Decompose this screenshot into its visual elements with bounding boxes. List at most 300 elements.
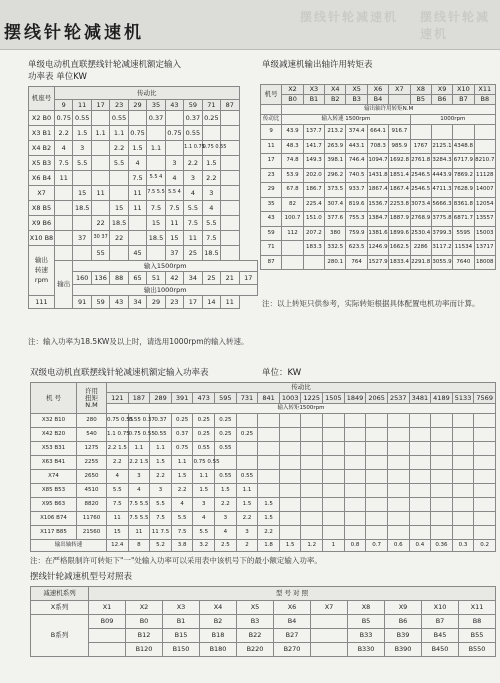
ratio-label: 传动比 (261, 115, 282, 125)
power-cell (366, 414, 388, 428)
torque-cell: 213.2 (325, 125, 346, 140)
power-cell (344, 526, 366, 540)
model-cell: X10 (422, 601, 459, 615)
power-cell: 4 (55, 141, 73, 156)
power-cell (279, 442, 301, 456)
power-cell: 4 (184, 186, 202, 201)
power-cell: 15 (73, 186, 91, 201)
ratio-header: 731 (236, 393, 258, 404)
torque-cell (303, 255, 324, 270)
power-cell (110, 186, 128, 201)
model-x-header: X10 (453, 85, 474, 95)
output-speed-cell: 5.2 (150, 540, 172, 552)
power-cell: 0.25 (202, 111, 220, 126)
torque-cell: 398.1 (325, 154, 346, 169)
column-header-torque (77, 383, 107, 414)
power-cell (474, 442, 496, 456)
column-header-model: 机号 (261, 85, 282, 105)
t3-caption: 双级电动机直联摆线针轮减速机额定输入功率表 (30, 368, 209, 378)
model-cell: B450 (422, 643, 459, 657)
torque-cell: 5666.3 (431, 197, 452, 212)
power-cell: 0.75 0.55 (202, 141, 220, 156)
torque-cell (453, 125, 474, 140)
power-cell: 0.25 (236, 428, 258, 442)
power-cell: 22 (91, 216, 109, 231)
torque-cell: 3284.3 (431, 154, 452, 169)
torque-cell: 141.7 (303, 139, 324, 154)
power-cell: 1.5 (258, 512, 280, 526)
torque-cell: 18008 (474, 255, 495, 270)
power-cell: 15 (147, 216, 165, 231)
torque-cell: 3117.2 (431, 241, 452, 256)
power-cell: 0.55 0.37 (128, 414, 150, 428)
model-cell: B45 (422, 629, 459, 643)
power-cell: 0.55 (236, 470, 258, 484)
ratio-header: 2537 (387, 393, 409, 404)
table-row (29, 261, 258, 272)
torque-cell: 183.3 (303, 241, 324, 256)
torque-cell: 1431.8 (367, 168, 388, 183)
power-cell (452, 470, 474, 484)
power-cell (452, 498, 474, 512)
model-cell: X53 B31 (31, 442, 77, 456)
power-cell: 37 (165, 246, 183, 261)
model-cell: B33 (348, 629, 385, 643)
torque-cell: 2125.1 (431, 139, 452, 154)
model-b-header: B3 (346, 95, 367, 105)
model-cell: B220 (237, 643, 274, 657)
power-cell (221, 126, 239, 141)
model-b-header: B4 (367, 95, 388, 105)
model-cell: B15 (163, 629, 200, 643)
power-cell (128, 111, 146, 126)
input-speed-1500: 1500rpm (345, 116, 371, 122)
power-cell: 0.55 (215, 442, 237, 456)
model-cell: B1 (163, 615, 200, 629)
power-cell (409, 414, 431, 428)
power-cell (323, 484, 345, 498)
power-cell: 3 (236, 526, 258, 540)
power-cell (431, 512, 453, 526)
power-cell (409, 484, 431, 498)
power-cell: 5.5 (202, 216, 220, 231)
ratio-cell: 59 (261, 226, 282, 241)
torque-cell: 4510 (77, 484, 107, 498)
model-cell: B390 (385, 643, 422, 657)
model-cell: X1 (89, 601, 126, 615)
ratio-cell: 35 (261, 197, 282, 212)
torque-cell: 374.4 (346, 125, 367, 140)
power-cell (279, 456, 301, 470)
power-cell (221, 231, 239, 246)
torque-cell: 21560 (77, 526, 107, 540)
model-x-header: X4 (325, 85, 346, 95)
input-speed-label: 输出1000rpm (73, 285, 258, 296)
power-cell: 7.5 (55, 156, 73, 171)
torque-cell: 202.0 (303, 168, 324, 183)
table-row (31, 512, 496, 526)
output-speed-cell: 25 (202, 272, 220, 285)
power-cell (344, 414, 366, 428)
power-cell (409, 456, 431, 470)
power-cell: 11 (107, 512, 129, 526)
power-cell (301, 470, 323, 484)
power-cell (279, 498, 301, 512)
model-cell (311, 629, 348, 643)
power-cell: 5.5 (110, 156, 128, 171)
power-cell: 11 (128, 186, 146, 201)
power-cell (165, 111, 183, 126)
torque-cell: 740.5 (346, 168, 367, 183)
output-speed-cell: 0.4 (409, 540, 431, 552)
output-speed-cell: 43 (110, 296, 128, 309)
ratio-header: 59 (184, 100, 202, 111)
power-cell: 0.37 (147, 111, 165, 126)
output-speed-cell: 111 (29, 296, 55, 309)
torque-cell (474, 125, 495, 140)
power-cell (366, 428, 388, 442)
ghost-title-right: 摆线针轮减速机 (420, 10, 491, 41)
power-cell: 1.1 (128, 442, 150, 456)
power-cell: 1.5 (236, 498, 258, 512)
model-cell: B270 (274, 643, 311, 657)
ratio-cell: 87 (261, 255, 282, 270)
power-cell: 5.5 (107, 484, 129, 498)
output-speed-cell: 11 (221, 296, 239, 309)
power-cell (387, 470, 409, 484)
torque-cell: 1867.4 (389, 183, 410, 198)
ratio-header: 9 (55, 100, 73, 111)
power-cell (431, 428, 453, 442)
power-cell (221, 186, 239, 201)
torque-cell: 373.5 (325, 183, 346, 198)
output-speed-cell: 8 (128, 540, 150, 552)
power-cell (110, 246, 128, 261)
power-cell (409, 428, 431, 442)
power-cell (452, 442, 474, 456)
output-speed-cell: 91 (73, 296, 91, 309)
torque-cell: 746.4 (346, 154, 367, 169)
torque-cell: 1536.7 (367, 197, 388, 212)
output-label-line: 输出 (35, 256, 48, 264)
torque-cell: 11128 (474, 168, 495, 183)
table-row (31, 498, 496, 512)
power-cell: 0.55 (184, 126, 202, 141)
model-cell: B4 (274, 615, 311, 629)
torque-cell: 307.4 (325, 197, 346, 212)
power-cell: 2.2 1.5 (128, 456, 150, 470)
table-row (31, 428, 496, 442)
input-speed-label: 输入转矩1500rpm (107, 404, 496, 414)
power-cell (474, 456, 496, 470)
model-b-header: B8 (474, 95, 495, 105)
power-cell: 2.2 (150, 470, 172, 484)
power-cell: 3 (128, 470, 150, 484)
power-cell: 4 (202, 201, 220, 216)
torque-cell: 4348.8 (453, 139, 474, 154)
power-cell: 7.5 (202, 231, 220, 246)
output-speed-cell: 17 (184, 296, 202, 309)
power-cell: 37 (73, 231, 91, 246)
power-cell (387, 526, 409, 540)
torque-cell: 100.7 (282, 212, 303, 227)
model-cell: X6 (274, 601, 311, 615)
output-speed-cell: 88 (110, 272, 128, 285)
torque-cell: 1246.9 (367, 241, 388, 256)
output-speed-cell: 1 (323, 540, 345, 552)
output-speed-cell: 51 (147, 272, 165, 285)
power-cell (452, 414, 474, 428)
model-cell: B2 (200, 615, 237, 629)
power-cell (258, 470, 280, 484)
model-x-header: X9 (431, 85, 452, 95)
output-speed-cell: 3.8 (171, 540, 193, 552)
table-row (31, 383, 496, 393)
torque-cell: 48.3 (282, 139, 303, 154)
power-cell (387, 456, 409, 470)
model-cell: X3 B1 (29, 126, 55, 141)
power-cell (323, 442, 345, 456)
ratio-header: 71 (202, 100, 220, 111)
power-cell (474, 470, 496, 484)
power-cell: 1.1 (91, 126, 109, 141)
power-cell (128, 231, 146, 246)
t4-caption: 摆线针轮减速机型号对照表 (30, 572, 133, 582)
power-cell (452, 484, 474, 498)
torque-cell: 332.5 (325, 241, 346, 256)
ratio-header: 1225 (301, 393, 323, 404)
power-cell (147, 126, 165, 141)
t1-caption-unit: 功率表 单位KW (28, 72, 87, 82)
column-header-compare: 型 号 对 照 (89, 587, 496, 601)
model-x-header: X7 (389, 85, 410, 95)
output-speed-cell: 0.6 (387, 540, 409, 552)
t1-caption: 单级电动机直联摆线针轮减速机额定输入 (28, 60, 182, 70)
output-speed-cell: 0.3 (452, 540, 474, 552)
power-cell (409, 442, 431, 456)
power-cell (323, 470, 345, 484)
power-cell: 0.55 (150, 428, 172, 442)
torque-cell: 985.9 (389, 139, 410, 154)
table-row (29, 246, 258, 261)
output-speed-cell: 29 (147, 296, 165, 309)
ratio-header: 289 (150, 393, 172, 404)
torque-header-line: 许用 (85, 386, 98, 395)
model-cell (311, 615, 348, 629)
power-cell (279, 470, 301, 484)
power-cell (323, 498, 345, 512)
torque-cell: 4711.3 (431, 183, 452, 198)
power-cell (431, 442, 453, 456)
table-row (29, 87, 258, 100)
table-row (31, 587, 496, 601)
table-row (29, 171, 258, 186)
power-cell (452, 512, 474, 526)
table-row (29, 156, 258, 171)
power-cell (301, 484, 323, 498)
input-speed-label: 输入转速 1500rpm (282, 115, 410, 125)
power-cell (431, 456, 453, 470)
power-cell: 11 (128, 526, 150, 540)
model-b-header: B0 (282, 95, 303, 105)
power-cell (236, 456, 258, 470)
table-row (261, 95, 496, 105)
output-speed-label: 输出轴转速 (31, 540, 107, 552)
power-cell (323, 456, 345, 470)
model-cell: X6 B4 (29, 171, 55, 186)
power-cell (221, 156, 239, 171)
model-cell: X5 (237, 601, 274, 615)
model-cell: B18 (200, 629, 237, 643)
power-cell: 18.5 (202, 246, 220, 261)
power-cell: 45 (128, 246, 146, 261)
power-cell (301, 456, 323, 470)
power-cell (387, 484, 409, 498)
power-cell: 18.5 (147, 231, 165, 246)
ratio-header: 391 (171, 393, 193, 404)
output-speed-cell: 2 (236, 540, 258, 552)
power-cell: 7.5 5.5 (128, 512, 150, 526)
power-cell: 4 (171, 498, 193, 512)
torque-cell: 443.1 (346, 139, 367, 154)
ratio-header: 23 (110, 100, 128, 111)
torque-cell: 3775.8 (431, 212, 452, 227)
torque-cell: 1275 (77, 442, 107, 456)
torque-cell: 8210.7 (474, 154, 495, 169)
torque-cell (431, 125, 452, 140)
power-cell: 1.1 (147, 141, 165, 156)
power-cell: 1.5 (150, 456, 172, 470)
model-cell: B180 (200, 643, 237, 657)
model-cell: X2 B0 (29, 111, 55, 126)
power-cell (91, 111, 109, 126)
power-cell: 0.25 (215, 428, 237, 442)
torque-unit-label: 输出轴许用转矩N.M (282, 105, 496, 115)
torque-cell: 11534 (453, 241, 474, 256)
power-cell (323, 512, 345, 526)
torque-cell: 296.2 (325, 168, 346, 183)
torque-cell (474, 139, 495, 154)
torque-cell: 151.0 (303, 212, 324, 227)
output-label-line: 转速 (35, 266, 48, 274)
power-cell: 3 (73, 141, 91, 156)
model-cell: X42 B20 (31, 428, 77, 442)
torque-cell: 623.5 (346, 241, 367, 256)
power-cell (323, 526, 345, 540)
torque-cell: 380 (325, 226, 346, 241)
output-speed-cell: 14 (202, 296, 220, 309)
page-title: 摆线针轮减速机 (4, 23, 144, 43)
model-cell: X32 B10 (31, 414, 77, 428)
torque-cell: 7640 (453, 255, 474, 270)
table-row (261, 183, 496, 198)
t1-note: 注：输入功率为18.5KW及以上时，请选用1000rpm的输入转速。 (28, 337, 249, 346)
torque-cell: 1662.5 (389, 241, 410, 256)
power-cell: 1.1 0.75 (184, 141, 202, 156)
power-cell (221, 216, 239, 231)
output-speed-cell: 136 (91, 272, 109, 285)
power-cell (366, 526, 388, 540)
column-header-ratio: 传动比 (107, 383, 496, 393)
torque-cell: 1899.6 (389, 226, 410, 241)
power-cell: 0.37 (184, 111, 202, 126)
power-cell: 15 (107, 526, 129, 540)
column-header-model: 机 号 (31, 383, 77, 414)
output-speed-cell: 3.2 (193, 540, 215, 552)
torque-cell: 2253.8 (389, 197, 410, 212)
torque-cell: 3055.9 (431, 255, 452, 270)
power-cell: 0.55 (110, 111, 128, 126)
torque-cell: 11760 (77, 512, 107, 526)
power-cell: 11 (91, 186, 109, 201)
power-cell: 5.5 4 (165, 186, 183, 201)
single-stage-power-table (28, 86, 258, 309)
power-cell (221, 111, 239, 126)
table-row (31, 615, 496, 629)
power-cell (431, 484, 453, 498)
table-row (261, 197, 496, 212)
torque-cell: 764 (346, 255, 367, 270)
series-b-label: B系列 (31, 615, 89, 657)
model-cell: X106 B74 (31, 512, 77, 526)
power-cell (366, 484, 388, 498)
power-cell: 2.2 (215, 498, 237, 512)
power-cell: 7.5 (128, 171, 146, 186)
power-cell: 5.5 (171, 512, 193, 526)
t2-caption: 单级减速机输出轴许用转矩表 (262, 60, 373, 70)
power-cell (258, 442, 280, 456)
torque-cell: 1767 (410, 139, 431, 154)
power-cell: 0.25 (193, 428, 215, 442)
ratio-cell: 11 (261, 139, 282, 154)
power-cell (55, 231, 73, 246)
output-speed-cell: 0.36 (431, 540, 453, 552)
torque-cell: 708.3 (367, 139, 388, 154)
output-speed-cell: 0.7 (366, 540, 388, 552)
model-cell: X11 (459, 601, 496, 615)
table-row (29, 141, 258, 156)
power-cell (474, 512, 496, 526)
power-cell: 1.5 (215, 484, 237, 498)
torque-cell: 12054 (474, 197, 495, 212)
torque-header-line: N.M (85, 400, 98, 409)
ratio-header: 187 (128, 393, 150, 404)
power-cell: 1.1 (110, 126, 128, 141)
power-cell: 1.5 (128, 141, 146, 156)
table-row (31, 456, 496, 470)
power-cell: 4 (165, 171, 183, 186)
torque-cell: 3073.4 (410, 197, 431, 212)
output-speed-cell: 34 (184, 272, 202, 285)
power-cell (73, 246, 91, 261)
torque-cell: 6717.9 (453, 154, 474, 169)
model-cell: X7 (29, 186, 55, 201)
power-cell (344, 512, 366, 526)
table-row (31, 442, 496, 456)
power-cell: 0.25 (171, 414, 193, 428)
power-cell (366, 498, 388, 512)
torque-cell (410, 125, 431, 140)
power-cell (301, 512, 323, 526)
output-speed-cell: 23 (165, 296, 183, 309)
power-cell (55, 216, 73, 231)
power-cell: 0.75 0.55 (107, 414, 129, 428)
power-cell (409, 512, 431, 526)
power-cell (279, 414, 301, 428)
power-cell (474, 498, 496, 512)
power-cell (344, 456, 366, 470)
power-cell (452, 428, 474, 442)
